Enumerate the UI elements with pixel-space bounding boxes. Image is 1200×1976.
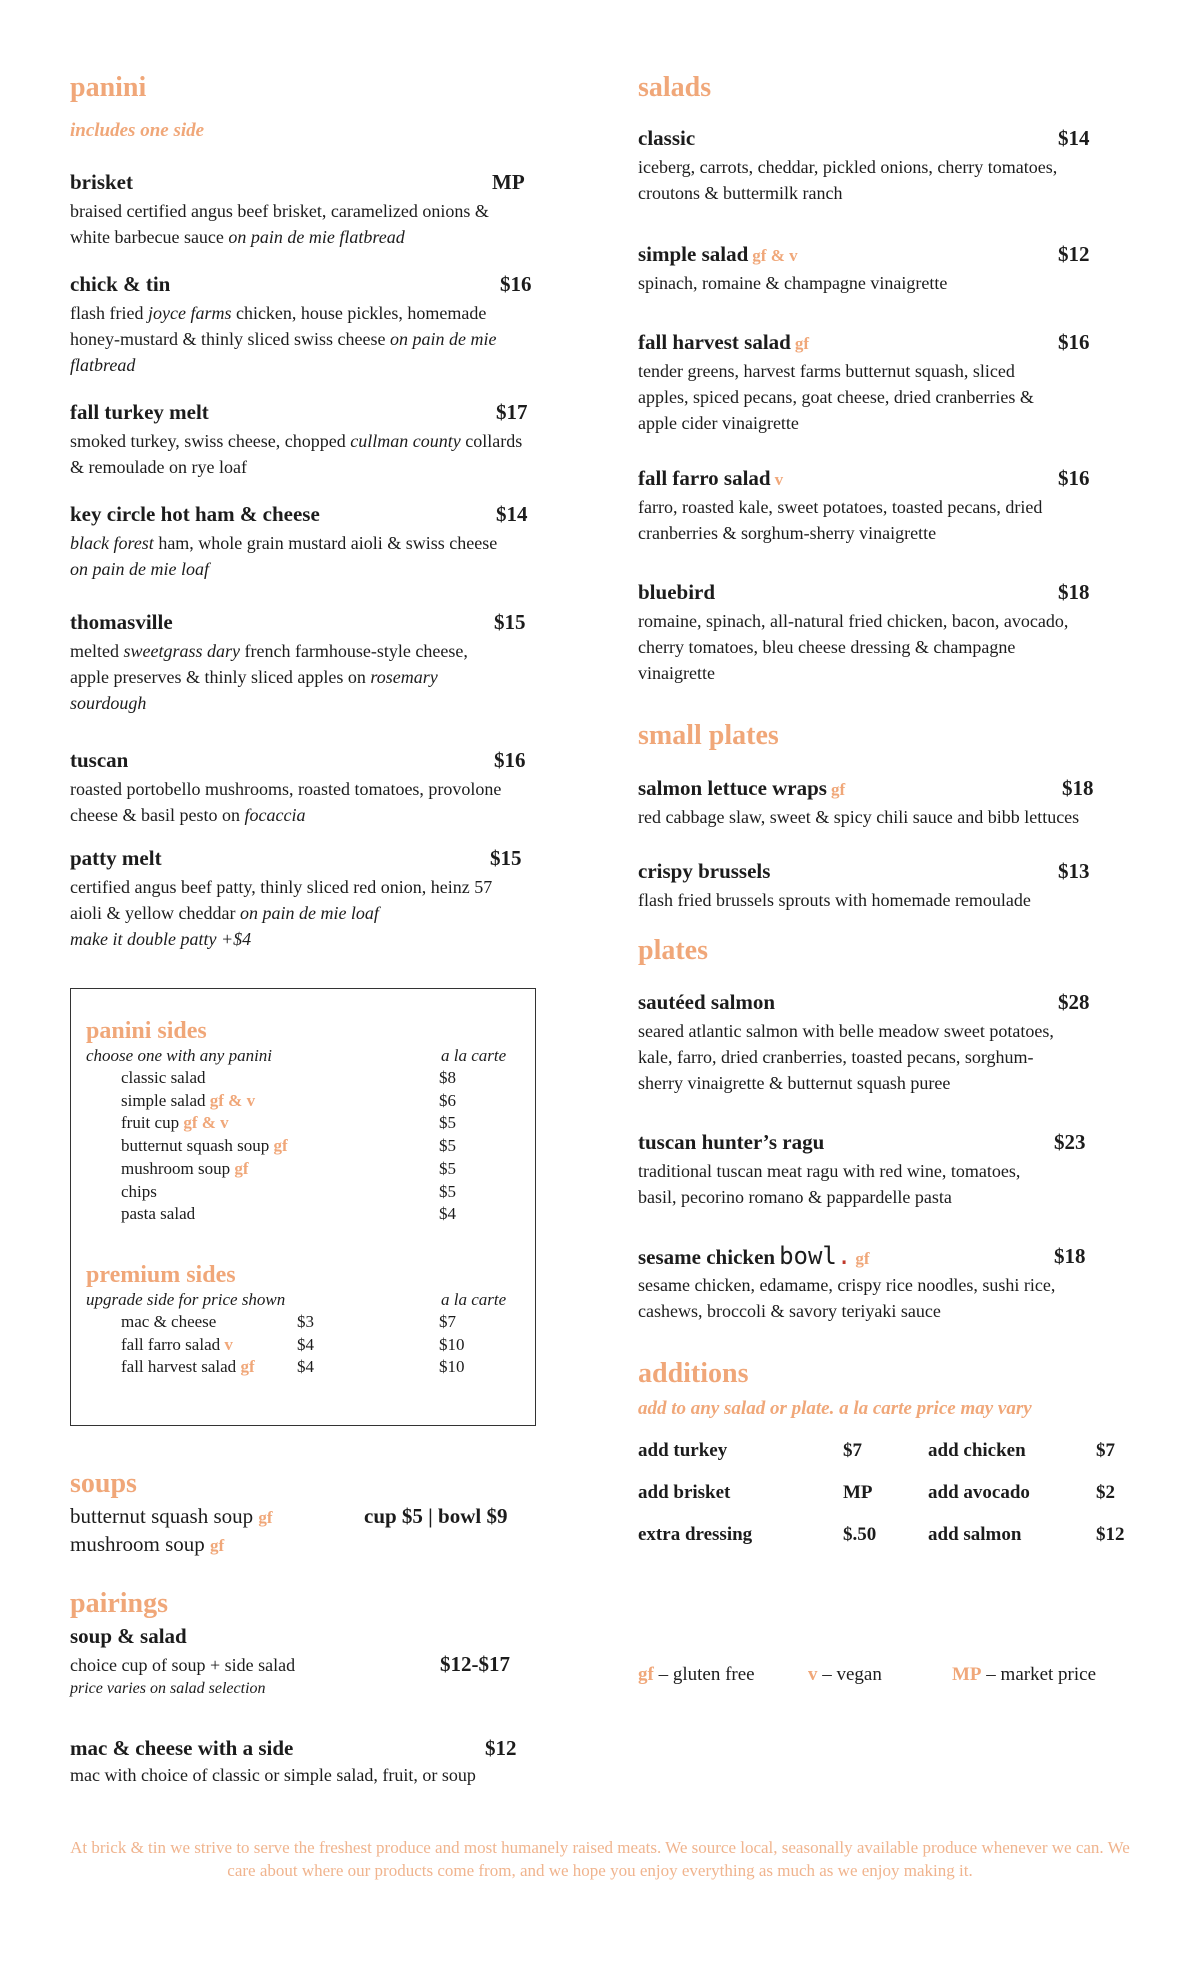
item-description: certified angus beef patty, thinly sliced red onion, heinz 57 aioli & yellow cheddar on pain de mie loaf make it double patty +$4 xyxy=(70,877,493,949)
item-description: black forest ham, whole grain mustard aioli & swiss cheese on pain de mie loaf xyxy=(70,533,498,579)
pairing-note: price varies on salad selection xyxy=(70,1680,266,1697)
item-description: farro, roasted kale, sweet potatoes, toasted pecans, dried cranberries & sorghum-sherry vinaigrette xyxy=(638,497,1043,543)
side-upgrade-price: $3 xyxy=(297,1312,314,1331)
item-price: $16 xyxy=(1058,466,1090,490)
item-price: $23 xyxy=(1054,1130,1086,1154)
pairing-desc: choice cup of soup + side salad xyxy=(70,1655,296,1675)
panini-sides-col-label: a la carte xyxy=(441,1046,507,1065)
side-price: $5 xyxy=(439,1181,456,1201)
side-name: fall farro salad xyxy=(121,1334,221,1354)
item-description: braised certified angus beef brisket, caramelized onions & white barbecue sauce on pain de mie flatbread xyxy=(70,201,489,247)
item-name: classic xyxy=(638,126,696,150)
legend-key: gf xyxy=(638,1664,654,1685)
item-name: tuscan xyxy=(70,748,129,772)
premium-sides-subtitle: upgrade side for price shown xyxy=(86,1290,286,1309)
item-name: sesame chicken xyxy=(638,1245,776,1269)
dietary-tag: gf xyxy=(240,1357,255,1377)
item-price: $28 xyxy=(1058,990,1090,1014)
premium-sides-col-label: a la carte xyxy=(441,1290,507,1309)
item-price: $18 xyxy=(1062,776,1094,800)
item-heading xyxy=(638,124,1118,152)
item-heading xyxy=(638,240,1118,268)
item-heading xyxy=(638,464,1118,492)
legend-text: – vegan xyxy=(817,1664,882,1685)
addition-price: $7 xyxy=(1096,1440,1115,1461)
item-description: smoked turkey, swiss cheese, chopped cullman county collards & remoulade on rye loaf xyxy=(70,431,523,477)
pairing-item-soup-salad xyxy=(70,1622,530,1700)
sides-box xyxy=(70,988,536,1426)
side-price: $5 xyxy=(439,1136,456,1156)
item-name: simple salad xyxy=(638,242,749,266)
side-item xyxy=(121,1135,288,1157)
dietary-tag: gf xyxy=(794,334,810,353)
plate-item xyxy=(638,988,1118,1096)
dietary-tag: gf xyxy=(234,1158,249,1178)
item-heading xyxy=(638,774,1118,802)
side-price: $6 xyxy=(439,1090,456,1110)
item-heading xyxy=(70,608,550,636)
item-price: MP xyxy=(492,170,525,194)
item-description: flash fried joyce farms chicken, house pickles, homemade honey-mustard & thinly sliced swiss cheese on pain de mie flatbread xyxy=(70,303,497,375)
side-name: mushroom soup xyxy=(121,1158,231,1178)
plate-item xyxy=(638,1242,1118,1324)
item-price: $15 xyxy=(494,610,526,634)
side-upgrade-price: $4 xyxy=(297,1357,314,1377)
soup-tag: gf xyxy=(258,1508,273,1527)
legend-gf xyxy=(638,1664,755,1686)
pairing-price: $12 xyxy=(485,1736,517,1760)
panini-sides-title: panini sides xyxy=(86,1018,207,1044)
item-name: bluebird xyxy=(638,580,716,604)
item-price: $16 xyxy=(1058,330,1090,354)
side-price: $10 xyxy=(439,1357,465,1377)
legend-text: – gluten free xyxy=(653,1664,755,1685)
side-item xyxy=(121,1112,229,1134)
addition-price: $.50 xyxy=(843,1524,877,1545)
addition-price: $12 xyxy=(1096,1524,1125,1545)
soup-tag: gf xyxy=(210,1536,225,1555)
item-description: romaine, spinach, all-natural fried chicken, bacon, avocado, cherry tomatoes, bleu cheese dressing & champagne vinaigrette xyxy=(638,611,1069,683)
side-upgrade-price: $4 xyxy=(297,1334,314,1354)
item-price: $17 xyxy=(496,400,528,424)
item-heading xyxy=(638,1242,1118,1270)
side-name: classic salad xyxy=(121,1068,206,1087)
side-name: fruit cup xyxy=(121,1113,180,1133)
legend-key: v xyxy=(808,1664,818,1685)
item-name: patty melt xyxy=(70,846,162,870)
item-name: tuscan hunter’s ragu xyxy=(638,1130,825,1154)
item-price: $12 xyxy=(1058,242,1090,266)
panini-item xyxy=(70,168,550,250)
pairing-name: soup & salad xyxy=(70,1624,187,1648)
legend-key: MP xyxy=(952,1664,982,1685)
item-name: fall farro salad xyxy=(638,466,771,490)
item-heading xyxy=(638,328,1118,356)
item-name: brisket xyxy=(70,170,133,194)
addition-price: MP xyxy=(843,1482,873,1503)
item-price: $14 xyxy=(496,502,528,526)
addition-name: add salmon xyxy=(928,1524,1022,1545)
side-item xyxy=(121,1090,255,1112)
side-price: $7 xyxy=(439,1312,456,1331)
side-name: butternut squash soup xyxy=(121,1136,270,1156)
panini-item xyxy=(70,844,550,952)
side-price: $5 xyxy=(439,1113,456,1133)
side-name: fall harvest salad xyxy=(121,1357,237,1377)
panini-item xyxy=(70,608,550,716)
addition-name: extra dressing xyxy=(638,1524,753,1545)
bowl-label: bowl. xyxy=(779,1242,852,1270)
item-price: $16 xyxy=(494,748,526,772)
side-item xyxy=(121,1311,216,1333)
panini-item xyxy=(70,398,550,480)
item-description: roasted portobello mushrooms, roasted tomatoes, provolone cheese & basil pesto on focaccia xyxy=(70,779,502,825)
additions-note: add to any salad or plate. a la carte price may vary xyxy=(638,1398,1032,1419)
plate-item xyxy=(638,1128,1118,1210)
salad-item xyxy=(638,464,1118,546)
salad-item xyxy=(638,578,1118,686)
item-heading xyxy=(70,168,550,196)
item-description: flash fried brussels sprouts with homemade remoulade xyxy=(638,890,1031,910)
item-price: $13 xyxy=(1058,859,1090,883)
item-description: iceberg, carrots, cheddar, pickled onions, cherry tomatoes, croutons & buttermilk ranch xyxy=(638,157,1058,203)
addition-price: $7 xyxy=(843,1440,862,1461)
panini-item xyxy=(70,746,550,828)
item-heading xyxy=(70,844,550,872)
item-name: crispy brussels xyxy=(638,859,771,883)
side-item xyxy=(121,1356,255,1378)
item-heading xyxy=(70,746,550,774)
salad-item xyxy=(638,240,1118,296)
item-name: fall turkey melt xyxy=(70,400,209,424)
small-plate-item xyxy=(638,774,1118,830)
item-price: $18 xyxy=(1054,1244,1086,1268)
side-name: simple salad xyxy=(121,1090,206,1110)
dietary-tag: gf xyxy=(273,1136,288,1156)
legend-v xyxy=(808,1664,882,1686)
plates-title: plates xyxy=(638,935,708,966)
item-price: $18 xyxy=(1058,580,1090,604)
item-heading xyxy=(638,857,1118,885)
item-name: chick & tin xyxy=(70,272,171,296)
item-price: $16 xyxy=(500,272,532,296)
item-description: sesame chicken, edamame, crispy rice noodles, sushi rice, cashews, broccoli & savory teriyaki sauce xyxy=(638,1275,1056,1321)
addition-name: add turkey xyxy=(638,1440,728,1461)
addition-price: $2 xyxy=(1096,1482,1115,1503)
item-description: spinach, romaine & champagne vinaigrette xyxy=(638,273,948,293)
item-description: melted sweetgrass dary french farmhouse-style cheese, apple preserves & thinly sliced apples on rosemary sourdough xyxy=(70,641,468,713)
addition-name: add chicken xyxy=(928,1440,1026,1461)
salad-item xyxy=(638,124,1118,206)
bowl-dot: . xyxy=(836,1242,852,1270)
small-plates-title: small plates xyxy=(638,720,779,751)
panini-note: includes one side xyxy=(70,120,205,141)
item-description: tender greens, harvest farms butternut squash, sliced apples, spiced pecans, goat cheese, dried cranberries & apple cider vinaigrette xyxy=(638,361,1034,433)
item-name: fall harvest salad xyxy=(638,330,791,354)
premium-sides-title: premium sides xyxy=(86,1262,236,1288)
item-description: traditional tuscan meat ragu with red wine, tomatoes, basil, pecorino romano & pappardelle pasta xyxy=(638,1161,1021,1207)
side-item xyxy=(121,1181,157,1203)
soup-item-2 xyxy=(70,1530,224,1560)
dietary-tag: gf & v xyxy=(209,1090,256,1110)
item-heading xyxy=(638,988,1118,1016)
item-heading xyxy=(638,1128,1118,1156)
legend-mp xyxy=(952,1664,1096,1686)
panini-sides-subtitle: choose one with any panini xyxy=(86,1046,273,1065)
item-name: sautéed salmon xyxy=(638,990,776,1014)
dietary-tag: gf xyxy=(855,1249,870,1268)
addition-name: add brisket xyxy=(638,1482,731,1503)
soup-name: butternut squash soup xyxy=(70,1504,254,1528)
side-item xyxy=(121,1067,206,1089)
small-plate-item xyxy=(638,857,1118,913)
salad-item xyxy=(638,328,1118,436)
item-name: salmon lettuce wraps xyxy=(638,776,827,800)
item-price: $14 xyxy=(1058,126,1090,150)
panini-item xyxy=(70,270,550,378)
side-item xyxy=(121,1334,233,1356)
panini-item xyxy=(70,500,550,582)
item-description: seared atlantic salmon with belle meadow sweet potatoes, kale, farro, dried cranberries, toasted pecans, sorghum- sherry vinaigrette & butternut squash puree xyxy=(638,1021,1054,1093)
soup-price: cup $5 | bowl $9 xyxy=(364,1504,508,1528)
item-price: $15 xyxy=(490,846,522,870)
side-name: pasta salad xyxy=(121,1204,196,1224)
dietary-tag: gf & v xyxy=(752,246,798,265)
soups-title: soups xyxy=(70,1468,137,1499)
item-heading xyxy=(70,270,550,298)
side-price: $8 xyxy=(439,1068,456,1087)
item-name: key circle hot ham & cheese xyxy=(70,502,320,526)
additions-title: additions xyxy=(638,1358,749,1389)
pairing-desc: mac with choice of classic or simple salad, fruit, or soup xyxy=(70,1765,476,1785)
side-name: chips xyxy=(121,1181,157,1201)
side-price: $10 xyxy=(439,1334,465,1354)
item-heading xyxy=(70,398,550,426)
addition-name: add avocado xyxy=(928,1482,1030,1503)
dietary-tag: v xyxy=(224,1334,233,1354)
side-item xyxy=(121,1158,249,1180)
item-heading xyxy=(638,578,1118,606)
side-price: $4 xyxy=(439,1204,456,1224)
soup-name: mushroom soup xyxy=(70,1532,205,1556)
pairings-title: pairings xyxy=(70,1588,169,1619)
pairing-price: $12-$17 xyxy=(440,1652,510,1676)
dietary-tag: gf & v xyxy=(183,1113,229,1133)
side-price: $5 xyxy=(439,1158,456,1178)
pairing-item-mac xyxy=(70,1734,530,1788)
dietary-tag: gf xyxy=(830,780,846,799)
salads-title: salads xyxy=(638,72,712,103)
panini-title: panini xyxy=(70,72,147,103)
side-item xyxy=(121,1203,195,1225)
side-name: mac & cheese xyxy=(121,1312,217,1331)
pairing-name: mac & cheese with a side xyxy=(70,1736,294,1760)
item-description: red cabbage slaw, sweet & spicy chili sauce and bibb lettuces xyxy=(638,807,1080,827)
soup-item-1 xyxy=(70,1502,273,1532)
item-heading xyxy=(70,500,550,528)
dietary-tag: v xyxy=(774,470,784,489)
footer-statement: At brick & tin we strive to serve the freshest produce and most humanely raised meats. We source local, seasonally available produce whenever we can. We care about where our products come from, and we hope you enjoy everything as much as we enjoy making it. xyxy=(70,1838,1130,1880)
legend-text: – market price xyxy=(981,1664,1097,1685)
item-name: thomasville xyxy=(70,610,173,634)
